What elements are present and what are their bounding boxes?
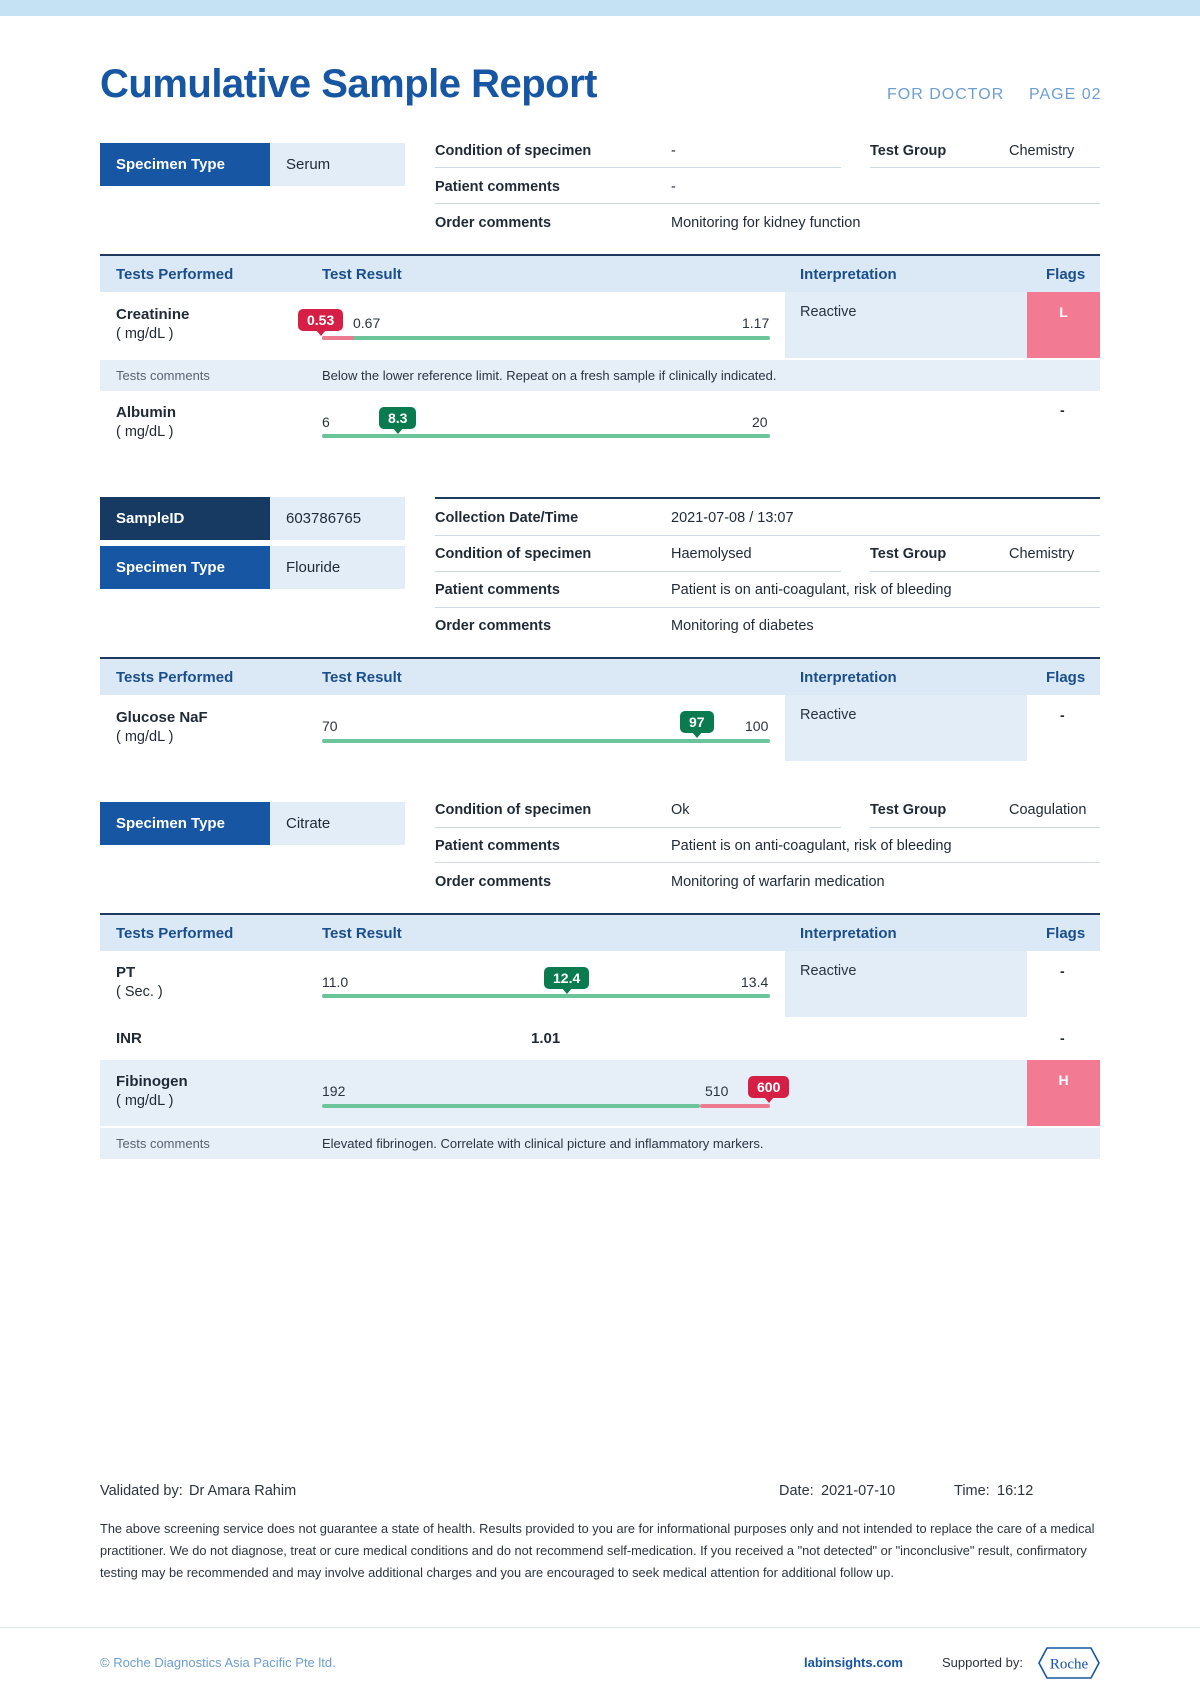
- test-name: Albumin: [116, 404, 176, 421]
- condition-label: Condition of specimen: [435, 143, 592, 159]
- test-group-label: Test Group: [870, 802, 947, 818]
- test-group-value: Coagulation: [1009, 802, 1087, 818]
- reference-range-bar: [322, 994, 770, 998]
- condition-value: -: [671, 143, 676, 159]
- col-interpretation: Interpretation: [800, 925, 897, 942]
- disclaimer-text: The above screening service does not guarantee a state of health. Results provided to you are for informational purposes only and not intended to replace the care of a medical practitioner. We do not diagnose, treat or cure medical conditions and do not recommend self-medication. If you received a "not detected" or "inconclusive" result, confirmatory testing may be recommended and may involve additional charges and you are encouraged to seek medical attention for additional follow up.: [100, 1521, 1095, 1580]
- test-group-value: Chemistry: [1009, 143, 1075, 159]
- order-comments-label: Order comments: [435, 874, 552, 890]
- test-name: Glucose NaF: [116, 709, 208, 726]
- patient-comments-value: Patient is on anti-coagulant, risk of bleeding: [671, 582, 952, 598]
- flag-value: -: [1060, 963, 1065, 979]
- col-interpretation: Interpretation: [800, 669, 897, 686]
- divider: [435, 535, 1100, 536]
- interpretation-value: Reactive: [800, 304, 857, 320]
- test-unit: ( Sec. ): [116, 984, 163, 1000]
- collection-label: Collection Date/Time: [435, 510, 579, 526]
- results-table-header: [100, 657, 1100, 695]
- test-name: Fibinogen: [116, 1073, 188, 1090]
- col-test-result: Test Result: [322, 669, 402, 686]
- interpretation-value: Reactive: [800, 963, 857, 979]
- section-divider: [435, 497, 1100, 499]
- abnormal-row-highlight: [100, 1060, 1027, 1126]
- reference-range-bar: [322, 739, 770, 743]
- copyright-text: © Roche Diagnostics Asia Pacific Pte ltd.: [100, 1655, 336, 1670]
- patient-comments-value: Patient is on anti-coagulant, risk of bleeding: [671, 838, 952, 854]
- range-low: 192: [322, 1083, 346, 1099]
- flag-value: -: [1060, 1030, 1065, 1046]
- col-flags: Flags: [1046, 266, 1086, 283]
- patient-comments-label: Patient comments: [435, 179, 560, 195]
- order-comments-value: Monitoring for kidney function: [671, 215, 861, 231]
- interpretation-cell: [785, 951, 1027, 1017]
- roche-logo: [1037, 1646, 1101, 1680]
- results-table-header: [100, 913, 1100, 951]
- order-comments-label: Order comments: [435, 618, 552, 634]
- test-unit: ( mg/dL ): [116, 729, 174, 745]
- divider: [870, 167, 1100, 168]
- flag-low-badge: L: [1027, 292, 1100, 358]
- time-label: Time:: [954, 1483, 990, 1499]
- tests-comments-text: Below the lower reference limit. Repeat on a fresh sample if clinically indicated.: [322, 368, 777, 383]
- test-group-value: Chemistry: [1009, 546, 1075, 562]
- range-high: 13.4: [741, 974, 769, 990]
- tests-comments-label: Tests comments: [116, 368, 210, 383]
- result-value-marker: 0.53: [298, 309, 343, 331]
- footer-divider: [0, 1627, 1200, 1628]
- collection-value: 2021-07-08 / 13:07: [671, 510, 794, 526]
- range-low: 0.67: [353, 315, 381, 331]
- validated-by-label: Validated by:: [100, 1483, 183, 1499]
- divider: [870, 571, 1100, 572]
- col-flags: Flags: [1046, 669, 1086, 686]
- result-value-marker: 97: [680, 711, 714, 733]
- date-label: Date:: [779, 1483, 814, 1499]
- condition-value: Ok: [671, 802, 690, 818]
- reference-range-bar: [322, 1104, 700, 1108]
- result-value-marker: 8.3: [379, 407, 416, 429]
- divider: [870, 827, 1100, 828]
- col-interpretation: Interpretation: [800, 266, 897, 283]
- flag-value: -: [1060, 402, 1065, 418]
- validated-by-name: Dr Amara Rahim: [189, 1483, 297, 1499]
- condition-label: Condition of specimen: [435, 802, 592, 818]
- range-low: 11.0: [322, 974, 349, 990]
- page-title: Cumulative Sample Report: [100, 62, 598, 106]
- range-low: 6: [322, 414, 330, 430]
- test-unit: ( mg/dL ): [116, 424, 174, 440]
- test-group-label: Test Group: [870, 143, 947, 159]
- col-tests-performed: Tests Performed: [116, 925, 234, 942]
- specimen-type-label: Specimen Type: [100, 802, 270, 845]
- range-high: 1.17: [742, 315, 770, 331]
- specimen-type-value: Citrate: [270, 802, 405, 845]
- out-of-range-bar: [700, 1104, 770, 1108]
- roche-logo-hexagon-icon: [1037, 1646, 1101, 1680]
- results-table-header: [100, 254, 1100, 292]
- flag-high-badge: H: [1027, 1060, 1100, 1126]
- top-accent-bar: [0, 0, 1200, 16]
- time-value: 16:12: [997, 1483, 1034, 1499]
- page-number: PAGE 02: [1029, 86, 1102, 103]
- specimen-type-label: Specimen Type: [100, 546, 270, 589]
- specimen-type-value: Flouride: [270, 546, 405, 589]
- divider: [435, 862, 1100, 863]
- specimen-type-label: Specimen Type: [100, 143, 270, 186]
- condition-value: Haemolysed: [671, 546, 752, 562]
- interpretation-cell: [785, 292, 1027, 358]
- test-unit: ( mg/dL ): [116, 1093, 174, 1109]
- sample-id-label: SampleID: [100, 497, 270, 540]
- inr-value: 1.01: [531, 1030, 561, 1047]
- col-tests-performed: Tests Performed: [116, 669, 234, 686]
- sample-id-value: 603786765: [270, 497, 405, 540]
- divider: [435, 607, 1100, 608]
- range-high: 510: [705, 1083, 729, 1099]
- supported-by-label: Supported by:: [942, 1655, 1023, 1670]
- test-unit: ( mg/dL ): [116, 326, 174, 342]
- range-high: 100: [745, 718, 769, 734]
- col-tests-performed: Tests Performed: [116, 266, 234, 283]
- divider: [435, 571, 841, 572]
- test-name: PT: [116, 964, 136, 981]
- order-comments-label: Order comments: [435, 215, 552, 231]
- tests-comments-label: Tests comments: [116, 1136, 210, 1151]
- range-high: 20: [752, 414, 768, 430]
- col-test-result: Test Result: [322, 925, 402, 942]
- col-test-result: Test Result: [322, 266, 402, 283]
- audience-label: FOR DOCTOR: [887, 86, 1005, 103]
- result-value-marker: 600: [748, 1076, 789, 1098]
- date-value: 2021-07-10: [821, 1483, 896, 1499]
- out-of-range-bar: [322, 336, 354, 340]
- order-comments-value: Monitoring of diabetes: [671, 618, 814, 634]
- result-value-marker: 12.4: [544, 967, 589, 989]
- flag-value: -: [1060, 707, 1065, 723]
- tests-comments-text: Elevated fibrinogen. Correlate with clinical picture and inflammatory markers.: [322, 1136, 764, 1151]
- reference-range-bar: [322, 336, 770, 340]
- test-group-label: Test Group: [870, 546, 947, 562]
- divider: [435, 167, 841, 168]
- patient-comments-label: Patient comments: [435, 838, 560, 854]
- specimen-type-value: Serum: [270, 143, 405, 186]
- range-low: 70: [322, 718, 338, 734]
- condition-label: Condition of specimen: [435, 546, 592, 562]
- divider: [435, 827, 841, 828]
- interpretation-cell: [785, 695, 1027, 761]
- svg-text:Roche: Roche: [1049, 1656, 1089, 1673]
- test-name: Creatinine: [116, 306, 190, 323]
- website-link[interactable]: labinsights.com: [804, 1655, 903, 1670]
- patient-comments-label: Patient comments: [435, 582, 560, 598]
- reference-range-bar: [322, 434, 770, 438]
- patient-comments-value: -: [671, 179, 676, 195]
- divider: [435, 203, 1100, 204]
- col-flags: Flags: [1046, 925, 1086, 942]
- interpretation-value: Reactive: [800, 707, 857, 723]
- test-name: INR: [116, 1030, 142, 1047]
- order-comments-value: Monitoring of warfarin medication: [671, 874, 885, 890]
